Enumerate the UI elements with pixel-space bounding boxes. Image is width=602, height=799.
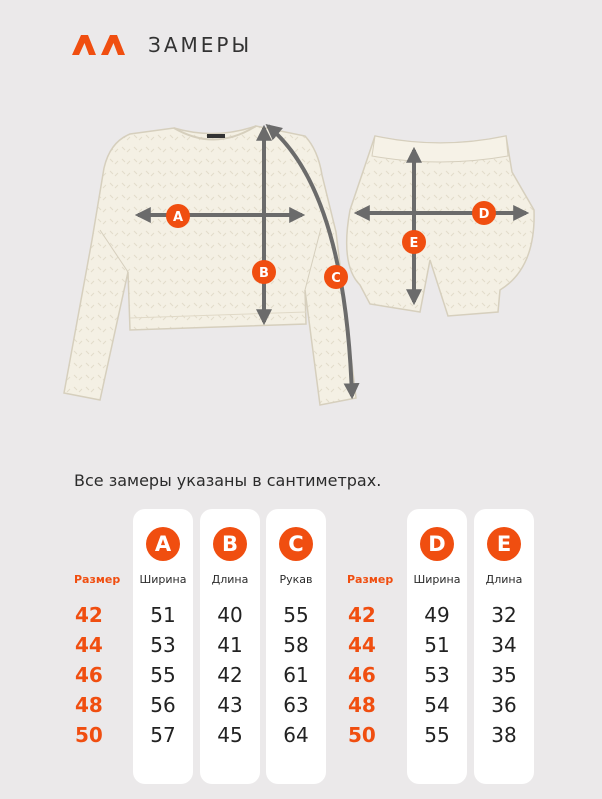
column-card-a <box>133 509 193 784</box>
column-card-c <box>266 509 326 784</box>
marker-e <box>402 230 426 254</box>
cell-value: 53 <box>424 663 450 687</box>
size-value: 42 <box>75 603 103 627</box>
column-label: Длина <box>485 573 523 586</box>
size-header-bottom: Размер <box>347 573 394 586</box>
badge-d: D <box>420 527 454 561</box>
cell-value: 57 <box>150 723 176 747</box>
size-value: 50 <box>75 723 103 747</box>
cell-value: 53 <box>150 633 176 657</box>
cell-value: 49 <box>424 603 450 627</box>
marker-c <box>324 265 348 289</box>
column-label: Длина <box>211 573 249 586</box>
cell-value: 56 <box>150 693 176 717</box>
cell-value: 32 <box>491 603 517 627</box>
svg-text:B: B <box>259 266 269 281</box>
cell-value: 51 <box>150 603 176 627</box>
cell-value: 42 <box>217 663 243 687</box>
badge-e: E <box>487 527 521 561</box>
column-label: Ширина <box>413 573 461 586</box>
cell-value: 45 <box>217 723 243 747</box>
cell-value: 63 <box>283 693 309 717</box>
sweater-drawing <box>64 126 356 405</box>
column-card-e <box>474 509 534 784</box>
page-title: ЗАМЕРЫ <box>148 33 253 57</box>
marker-d <box>472 201 496 225</box>
cell-value: 36 <box>491 693 517 717</box>
cell-value: 64 <box>283 723 309 747</box>
cell-value: 41 <box>217 633 243 657</box>
size-value: 46 <box>348 663 376 687</box>
cell-value: 43 <box>217 693 243 717</box>
cell-value: 58 <box>283 633 309 657</box>
column-card-b <box>200 509 260 784</box>
cell-value: 55 <box>283 603 309 627</box>
column-label: Ширина <box>139 573 187 586</box>
badge-a: A <box>146 527 180 561</box>
column-card-d <box>407 509 467 784</box>
badge-c: C <box>279 527 313 561</box>
column-label: Рукав <box>279 573 313 586</box>
badge-b: B <box>213 527 247 561</box>
svg-text:C: C <box>331 271 341 286</box>
cell-value: 40 <box>217 603 243 627</box>
size-value: 48 <box>348 693 376 717</box>
size-value: 48 <box>75 693 103 717</box>
marker-a <box>166 204 190 228</box>
cell-value: 51 <box>424 633 450 657</box>
size-value: 46 <box>75 663 103 687</box>
size-value: 44 <box>75 633 103 657</box>
svg-text:D: D <box>478 207 490 222</box>
measurement-note: Все замеры указаны в сантиметрах. <box>74 471 382 490</box>
size-value: 42 <box>348 603 376 627</box>
marker-b <box>252 260 276 284</box>
size-header-top: Размер <box>74 573 121 586</box>
size-value: 44 <box>348 633 376 657</box>
cell-value: 55 <box>150 663 176 687</box>
cell-value: 34 <box>491 633 517 657</box>
cell-value: 55 <box>424 723 450 747</box>
svg-text:A: A <box>172 210 184 225</box>
cell-value: 35 <box>491 663 517 687</box>
size-value: 50 <box>348 723 376 747</box>
svg-text:E: E <box>409 236 419 251</box>
shorts-drawing <box>347 136 534 316</box>
cell-value: 61 <box>283 663 309 687</box>
cell-value: 54 <box>424 693 450 717</box>
cell-value: 38 <box>491 723 517 747</box>
